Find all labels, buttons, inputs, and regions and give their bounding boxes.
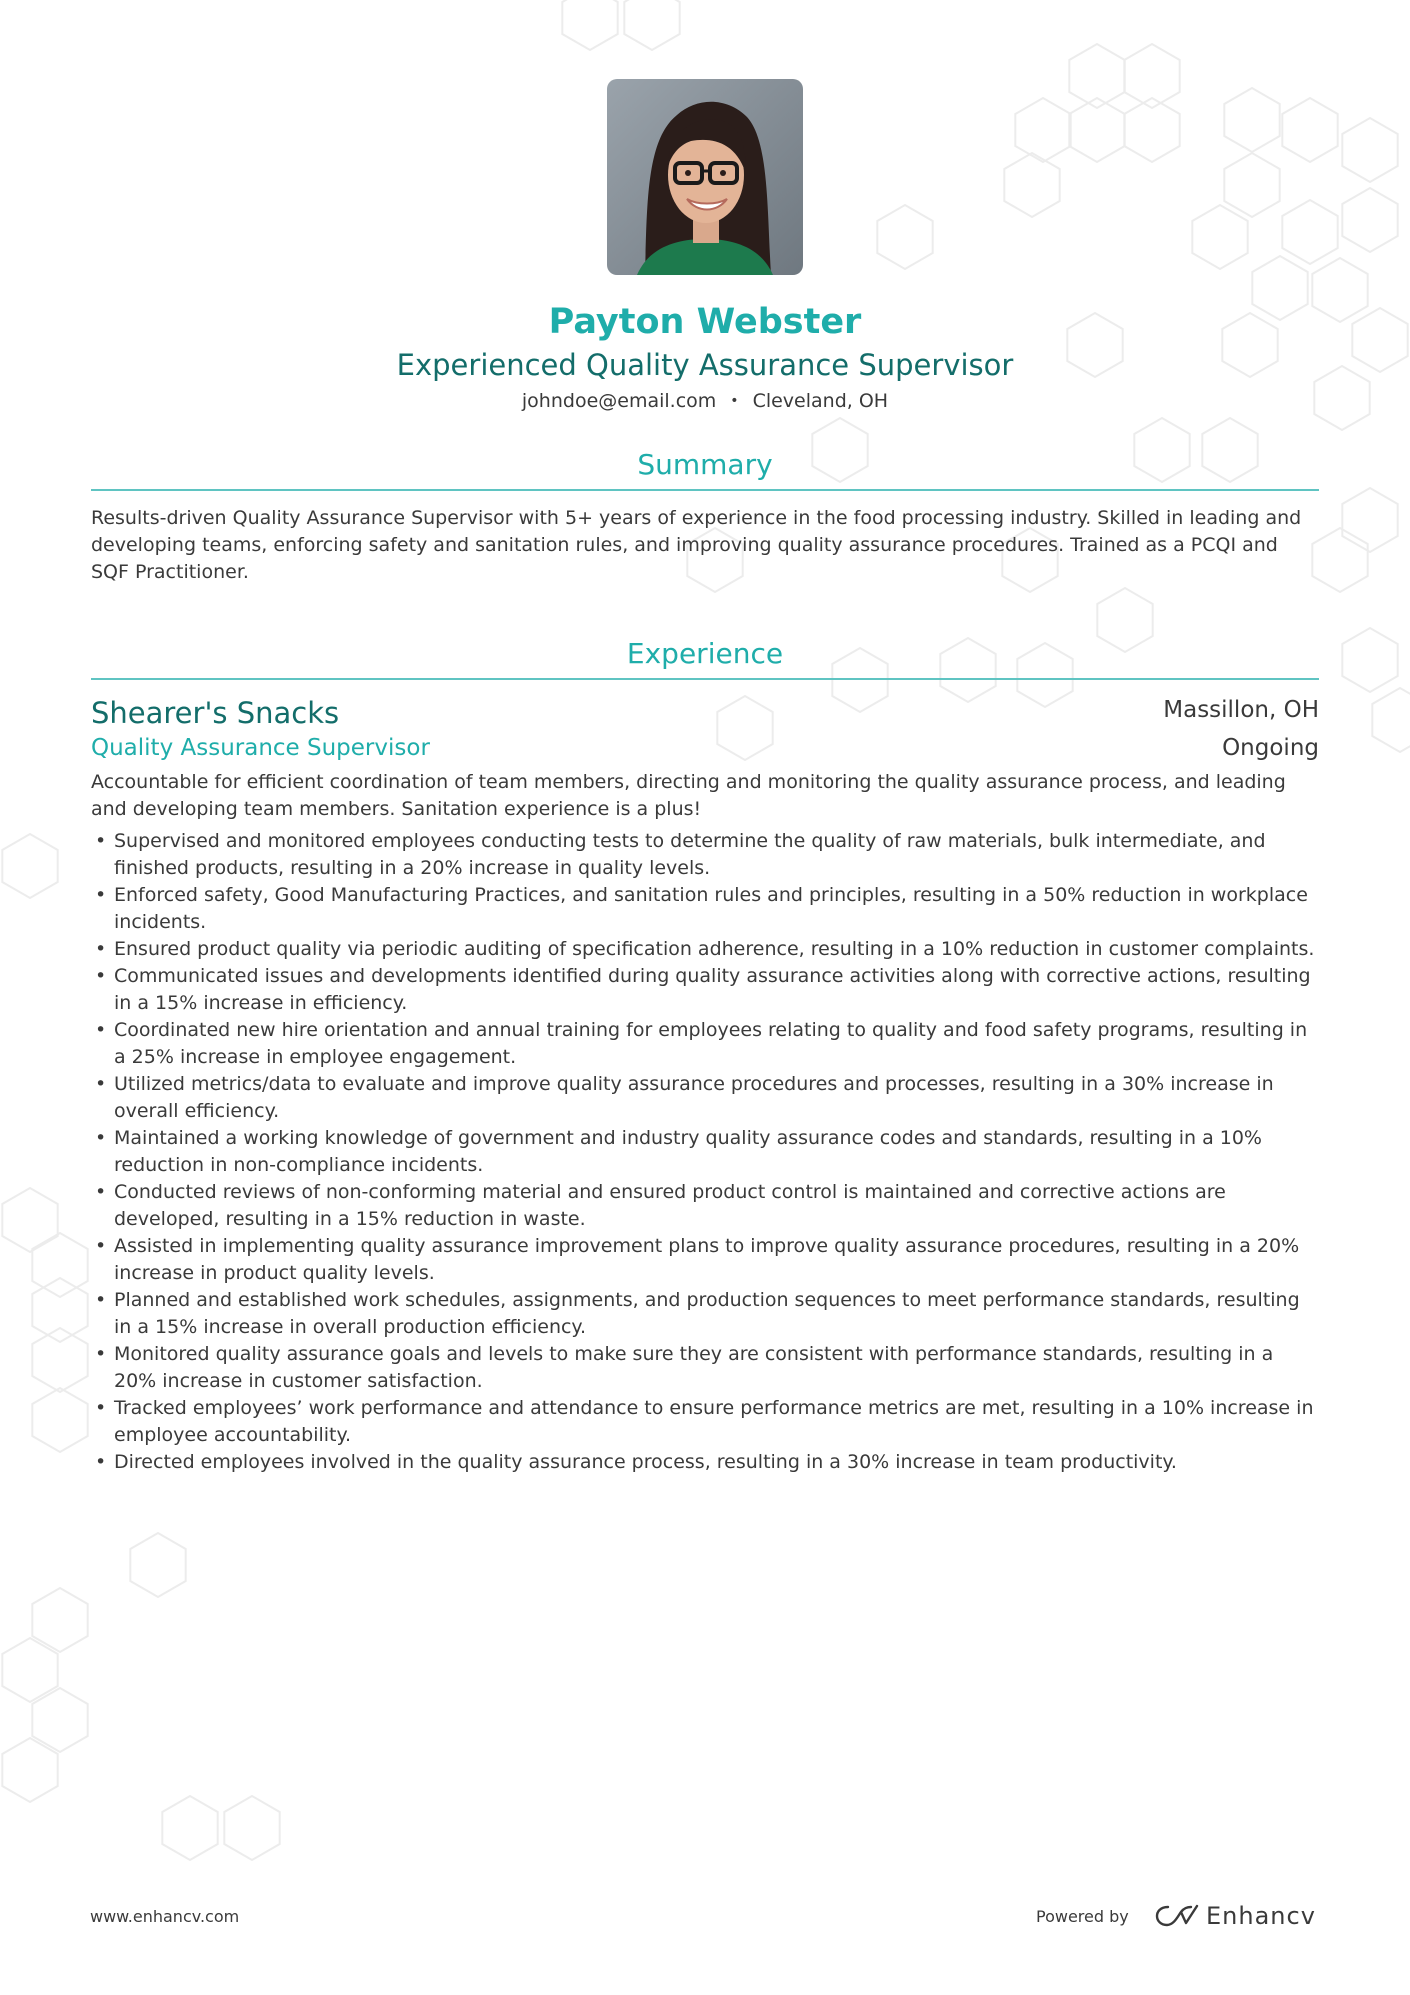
footer-website-link[interactable]: www.enhancv.com <box>90 1907 240 1926</box>
achievement-item: • Assisted in implementing quality assurance improvement plans to improve quality assurance procedures, resulting in a 20% increase in product quality levels. <box>91 1233 1319 1287</box>
hexagon-shape <box>2 834 57 898</box>
contact-separator: • <box>730 393 739 409</box>
achievement-item: • Coordinated new hire orientation and annual training for employees relating to quality and food safety programs, resulting in a 25% increase in employee engagement. <box>91 1017 1319 1071</box>
hexagon-shape <box>32 1233 87 1297</box>
hexagon-shape <box>32 1688 87 1752</box>
hexagon-shape <box>1282 98 1337 162</box>
hexagon-shape <box>1372 688 1410 752</box>
contact-line <box>0 386 1410 416</box>
job-role: Quality Assurance Supervisor <box>91 735 430 761</box>
hexagon-shape <box>1282 200 1337 264</box>
hexagon-shape <box>717 696 772 760</box>
achievement-item: • Tracked employees’ work performance and attendance to ensure performance metrics are met, resulting in a 10% increase in employee accountability. <box>91 1395 1319 1449</box>
hexagon-shape <box>1342 188 1397 252</box>
job-description: Accountable for efficient coordination of team members, directing and monitoring the quality assurance process, and leading and developing team members. Sanitation experience is a plus! <box>91 771 1286 820</box>
summary-divider <box>91 489 1319 491</box>
hexagon-shape <box>1342 118 1397 182</box>
job-location: Massillon, OH <box>1163 697 1319 723</box>
enhancv-logo-icon <box>1154 1903 1200 1929</box>
hexagon-shape <box>224 1796 279 1860</box>
hexagon-shape <box>1342 628 1397 692</box>
hexagon-shape <box>1312 528 1367 592</box>
hexagon-shape <box>1342 488 1397 552</box>
enhancv-brand-name: Enhancv <box>1206 1902 1316 1930</box>
hexagon-shape <box>624 0 679 50</box>
achievement-item: • Directed employees involved in the quality assurance process, resulting in a 30% increase in team productivity. <box>91 1449 1319 1476</box>
hexagon-shape <box>32 1588 87 1652</box>
candidate-title: Experienced Quality Assurance Supervisor <box>396 348 1014 382</box>
resume-header <box>0 298 1410 416</box>
hexagon-shape <box>2 1638 57 1702</box>
achievement-item: • Utilized metrics/data to evaluate and improve quality assurance procedures and processes, resulting in a 30% increase in overall efficiency. <box>91 1071 1319 1125</box>
hexagon-shape <box>1224 88 1279 152</box>
achievement-item: • Communicated issues and developments identified during quality assurance activities along with corrective actions, resulting in a 15% increase in efficiency. <box>91 963 1319 1017</box>
powered-by-label: Powered by <box>1036 1907 1129 1926</box>
hexagon-shape <box>562 0 617 50</box>
achievement-item: • Monitored quality assurance goals and levels to make sure they are consistent with performance standards, resulting in a 20% increase in customer satisfaction. <box>91 1341 1319 1395</box>
hexagon-shape <box>1004 153 1059 217</box>
hexagon-shape <box>2 1188 57 1252</box>
achievement-item: • Enforced safety, Good Manufacturing Practices, and sanitation rules and principles, resulting in a 50% reduction in workplace incidents. <box>91 882 1319 936</box>
hexagon-shape <box>32 1388 87 1452</box>
job-period: Ongoing <box>1222 735 1319 761</box>
hexagon-shape <box>1224 153 1279 217</box>
email-link[interactable]: johndoe@email.com <box>521 390 717 412</box>
achievement-item: • Planned and established work schedules, assignments, and production sequences to meet performance standards, resulting in a 15% increase in overall production efficiency. <box>91 1287 1319 1341</box>
achievement-item: • Conducted reviews of non-conforming material and ensured product control is maintained and corrective actions are developed, resulting in a 15% reduction in waste. <box>91 1179 1319 1233</box>
profile-photo <box>607 79 803 275</box>
summary-text: Results-driven Quality Assurance Supervisor with 5+ years of experience in the food processing industry. Skilled in leading and developing teams, enforcing safety and sanitation rules, and improving quality assurance procedures. Trained as a PCQI and SQF Practitioner. <box>91 507 1302 583</box>
hexagon-shape <box>2 1738 57 1802</box>
hexagon-shape <box>32 1278 87 1342</box>
hexagon-shape <box>130 1533 185 1597</box>
experience-heading: Experience <box>626 637 784 670</box>
candidate-name: Payton Webster <box>548 302 862 342</box>
achievement-item: • Supervised and monitored employees conducting tests to determine the quality of raw materials, bulk intermediate, and finished products, resulting in a 20% increase in quality levels. <box>91 828 1319 882</box>
hexagon-shape <box>162 1796 217 1860</box>
summary-heading: Summary <box>637 448 773 481</box>
hexagon-shape <box>32 1328 87 1392</box>
job-achievements-list <box>91 828 1319 1476</box>
hexagon-shape <box>1015 98 1070 162</box>
achievement-item: • Ensured product quality via periodic auditing of specification adherence, resulting in a 10% reduction in customer complaints. <box>91 936 1319 963</box>
achievement-item: • Maintained a working knowledge of government and industry quality assurance codes and standards, resulting in a 10% reduction in non-compliance incidents. <box>91 1125 1319 1179</box>
hexagon-shape <box>1192 205 1247 269</box>
location-text: Cleveland, OH <box>752 390 889 412</box>
job-company: Shearer's Snacks <box>91 696 340 730</box>
enhancv-brand[interactable] <box>1154 1898 1316 1934</box>
hexagon-shape <box>877 205 932 269</box>
experience-divider <box>91 678 1319 680</box>
